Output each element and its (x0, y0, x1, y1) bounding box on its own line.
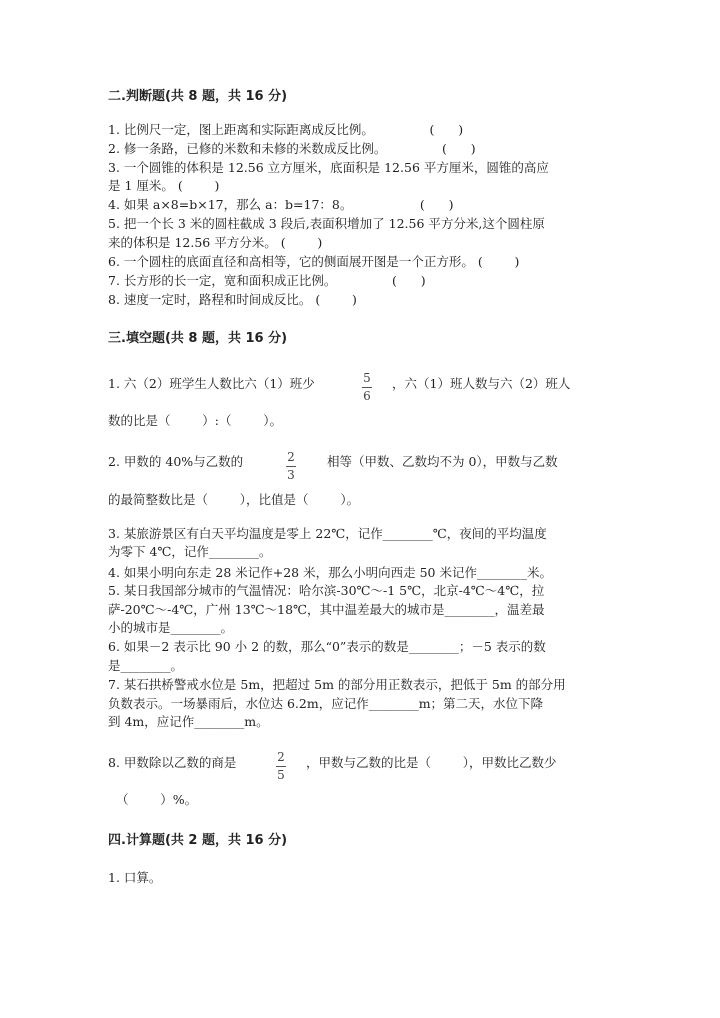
fraction-bar (276, 766, 286, 767)
judgement-line: 8. 速度一定时，路程和时间成反比。 ( ) (108, 292, 357, 307)
calc-q1-text: 1. 口算。 (108, 870, 162, 885)
fraction-bar (362, 387, 372, 388)
judgement-line: 4. 如果 a×8=b×17，那么 a：b=17：8。 ( ) (108, 197, 454, 212)
judgement-line: 2. 修一条路，已修的米数和未修的米数成反比例。 ( ) (108, 141, 476, 156)
judgement-line: 1. 比例尺一定，图上距离和实际距离成反比例。 ( ) (108, 122, 464, 137)
section-3-heading: 三.填空题(共 8 题，共 16 分) (108, 331, 288, 346)
fill-line: 4. 如果小明向东走 28 米记作+28 米，那么小明向西走 50 米记作________米。 (108, 565, 552, 580)
fraction-denominator: 3 (287, 468, 295, 482)
fill-line: 小的城市是________。 (108, 620, 234, 635)
judgement-line: 来的体积是 12.56 平方分米。 ( ) (108, 235, 323, 250)
judgement-line: 5. 把一个长 3 米的圆柱截成 3 段后,表面积增加了 12.56 平方分米,这个圆柱原 (108, 216, 545, 231)
fill-q2-text: 相等（甲数、乙数均不为 0），甲数与乙数 (327, 454, 558, 469)
section-4-heading: 四.计算题(共 2 题，共 16 分) (108, 833, 288, 848)
fill-line: 3. 某旅游景区有白天平均温度是零上 22℃，记作________℃，夜间的平均温度 (108, 526, 547, 541)
fraction (276, 751, 286, 782)
fill-line: 为零下 4℃，记作________。 (108, 544, 272, 559)
judgement-line: 6. 一个圆柱的底面直径和高相等，它的侧面展开图是一个正方形。 ( ) (108, 254, 520, 269)
fill-q8-text: ，甲数与乙数的比是（ ），甲数比乙数少 (306, 755, 557, 770)
fill-q8-text: 8. 甲数除以乙数的商是 (108, 755, 237, 770)
fraction-denominator: 5 (277, 768, 285, 782)
fill-line: 萨-20℃～-4℃，广州 13℃～18℃，其中温差最大的城市是________，温差最 (108, 602, 545, 617)
fill-q1-text: ，六（1）班人数与六（2）班人 (392, 376, 571, 391)
fill-q2-text: 的最简整数比是（ ），比值是（ ）。 (108, 492, 360, 507)
fraction (362, 372, 372, 403)
fraction-bar (286, 466, 296, 467)
fill-line: 5. 某日我国部分城市的气温情况：哈尔滨-30℃～-1 5℃，北京-4℃～4℃，拉 (108, 583, 545, 598)
fill-line: 负数表示。一场暴雨后，水位达 6.2m，应记作________m；第二天，水位下降 (108, 696, 544, 711)
fill-line: 到 4m，应记作________m。 (108, 714, 269, 729)
judgement-line: 是 1 厘米。 ( ) (108, 178, 220, 193)
fill-line: 是________。 (108, 658, 184, 673)
judgement-line: 3. 一个圆锥的体积是 12.56 立方厘米，底面积是 12.56 平方厘米，圆锥的高应 (108, 160, 549, 175)
fraction-numerator: 2 (287, 450, 295, 464)
fraction-numerator: 5 (363, 371, 371, 385)
fill-q1-text: 数的比是（ ）:（ ）。 (108, 413, 283, 428)
fill-line: 7. 某石拱桥警戒水位是 5m，把超过 5m 的部分用正数表示，把低于 5m 的部分用 (108, 677, 566, 692)
fill-q8-text: （ ）%。 (116, 792, 198, 807)
fill-q2-text: 2. 甲数的 40%与乙数的 (108, 454, 244, 469)
fraction (286, 451, 296, 482)
fraction-numerator: 2 (277, 750, 285, 764)
fraction-denominator: 6 (363, 389, 371, 403)
fill-q1-text: 1. 六（2）班学生人数比六（1）班少 (108, 376, 315, 391)
section-2-heading: 二.判断题(共 8 题，共 16 分) (108, 89, 288, 104)
judgement-line: 7. 长方形的长一定，宽和面积成正比例。 ( ) (108, 273, 426, 288)
fill-line: 6. 如果－2 表示比 90 小 2 的数，那么“0”表示的数是________；－5 表示的数 (108, 639, 546, 654)
